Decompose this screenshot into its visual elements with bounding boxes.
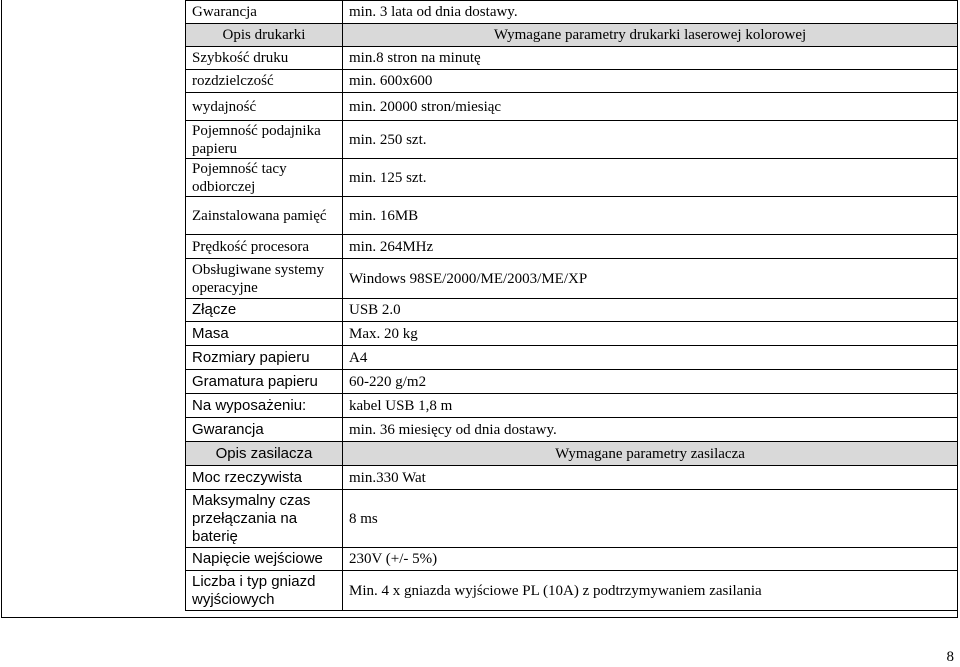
row-label: wydajność bbox=[186, 93, 343, 121]
section-header-label: Opis drukarki bbox=[186, 24, 343, 47]
row-label: Złącze bbox=[186, 299, 343, 322]
table-row bbox=[186, 322, 958, 346]
row-label: Napięcie wejściowe bbox=[186, 548, 343, 571]
table-row bbox=[186, 466, 958, 490]
table-row bbox=[186, 346, 958, 370]
row-label: Gwarancja bbox=[186, 418, 343, 442]
table-row bbox=[186, 418, 958, 442]
row-value: USB 2.0 bbox=[343, 299, 958, 322]
row-value: min. 20000 stron/miesiąc bbox=[343, 93, 958, 121]
table-row bbox=[186, 121, 958, 159]
row-label: Na wyposażeniu: bbox=[186, 394, 343, 418]
specification-table bbox=[185, 0, 958, 611]
row-value: A4 bbox=[343, 346, 958, 370]
table-row bbox=[186, 259, 958, 299]
section-header-label: Opis zasilacza bbox=[186, 442, 343, 466]
row-value: min. 125 szt. bbox=[343, 159, 958, 197]
table-row bbox=[186, 571, 958, 611]
row-label: rozdzielczość bbox=[186, 70, 343, 93]
table-row bbox=[186, 394, 958, 418]
table-row bbox=[186, 70, 958, 93]
row-label: Zainstalowana pamięć bbox=[186, 197, 343, 235]
row-value: min. 3 lata od dnia dostawy. bbox=[343, 1, 958, 24]
row-value: Min. 4 x gniazda wyjściowe PL (10A) z podtrzymywaniem zasilania bbox=[343, 571, 958, 611]
row-value: min. 36 miesięcy od dnia dostawy. bbox=[343, 418, 958, 442]
row-label: Gramatura papieru bbox=[186, 370, 343, 394]
table-row bbox=[186, 299, 958, 322]
row-label: Prędkość procesora bbox=[186, 235, 343, 259]
row-label: Pojemność tacy odbiorczej bbox=[186, 159, 343, 197]
section-header-value: Wymagane parametry zasilacza bbox=[343, 442, 958, 466]
row-value: min. 264MHz bbox=[343, 235, 958, 259]
row-value: min. 600x600 bbox=[343, 70, 958, 93]
table-row bbox=[186, 370, 958, 394]
row-value: kabel USB 1,8 m bbox=[343, 394, 958, 418]
table-row bbox=[186, 548, 958, 571]
section-header-printer bbox=[186, 24, 958, 47]
table-row bbox=[186, 235, 958, 259]
row-label: Szybkość druku bbox=[186, 47, 343, 70]
row-value: Max. 20 kg bbox=[343, 322, 958, 346]
table-row bbox=[186, 1, 958, 24]
page-number: 8 bbox=[946, 649, 954, 665]
table-row bbox=[186, 47, 958, 70]
row-value: min. 16MB bbox=[343, 197, 958, 235]
row-label: Gwarancja bbox=[186, 1, 343, 24]
section-header-power-supply bbox=[186, 442, 958, 466]
table-row bbox=[186, 159, 958, 197]
row-value: min.330 Wat bbox=[343, 466, 958, 490]
row-label: Liczba i typ gniazd wyjściowych bbox=[186, 571, 343, 611]
row-value: 60-220 g/m2 bbox=[343, 370, 958, 394]
section-header-value: Wymagane parametry drukarki laserowej kolorowej bbox=[343, 24, 958, 47]
row-label: Pojemność podajnika papieru bbox=[186, 121, 343, 159]
row-value: min.8 stron na minutę bbox=[343, 47, 958, 70]
row-label: Moc rzeczywista bbox=[186, 466, 343, 490]
table-row bbox=[186, 197, 958, 235]
row-label: Rozmiary papieru bbox=[186, 346, 343, 370]
row-label: Maksymalny czas przełączania na baterię bbox=[186, 490, 343, 548]
row-value: min. 250 szt. bbox=[343, 121, 958, 159]
row-value: Windows 98SE/2000/ME/2003/ME/XP bbox=[343, 259, 958, 299]
row-value: 8 ms bbox=[343, 490, 958, 548]
table-row bbox=[186, 93, 958, 121]
row-value: 230V (+/- 5%) bbox=[343, 548, 958, 571]
row-label: Masa bbox=[186, 322, 343, 346]
table-row bbox=[186, 490, 958, 548]
row-label: Obsługiwane systemy operacyjne bbox=[186, 259, 343, 299]
